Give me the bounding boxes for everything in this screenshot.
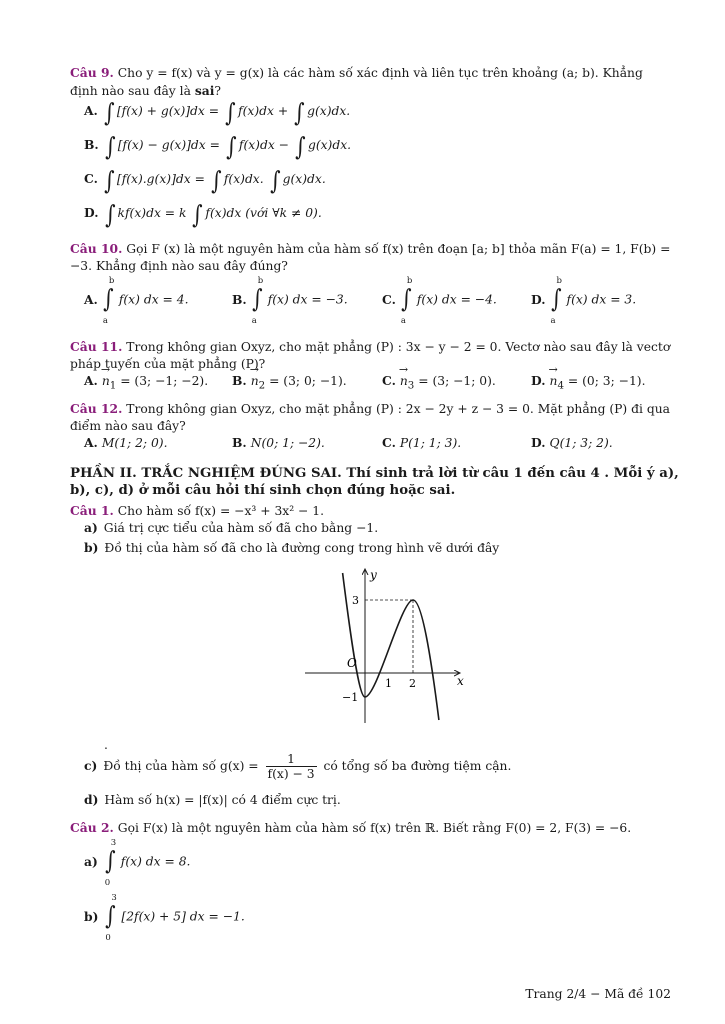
upper-limit: 3 [111,893,117,903]
q12-option-d [531,435,613,450]
q9-text: Cho y = f(x) và y = g(x) là các hàm số xác định và liên tục trên khoảng (a; b). Khẳng định nào sau đây là [70,66,643,98]
q10-label: Câu 10. [70,241,123,256]
vector-n: → n [400,374,408,388]
q11-stem [70,338,674,373]
q9-qmark: ? [214,84,221,98]
option-key: A. [84,103,98,118]
q12-label: Câu 12. [70,401,123,416]
option-mid: f(x)dx. [223,172,264,186]
q9-emph: sai [194,83,215,98]
option-expr: f(x) dx = 4. [118,292,189,307]
fraction-denominator: f(x) − 3 [267,767,315,781]
item-text: Đồ thị của hàm số g(x) = [103,759,259,773]
lower-limit: a [400,316,406,326]
graph-dot: . [104,738,108,752]
option-key: C. [382,435,396,450]
option-expr: f(x) dx = 3. [566,292,637,307]
q9-option-d [84,200,322,229]
tick-label-y3: 3 [352,594,359,607]
tick-label-ym1: −1 [342,691,359,704]
option-lhs: [f(x).g(x)]dx = [116,172,205,186]
option-key: B. [84,137,99,152]
q10-stem [70,240,674,275]
option-key: C. [382,291,396,307]
option-key: D. [531,291,546,307]
definite-integral-icon: b ∫ a [400,276,413,326]
q12-option-c [382,435,461,450]
definite-integral-icon: b ∫ a [251,276,264,326]
q11-option-a [84,373,208,391]
q10-text: Gọi F (x) là một nguyên hàm của hàm số f(x) trên đoạn [a; b] thỏa mãn F(a) = 1, F(b) = −3. Khẳng định nào sau đây đúng? [70,242,671,273]
q10-option-b [232,276,348,326]
q9-option-b [84,132,352,161]
lower-limit: a [251,316,257,326]
definite-integral-icon: b ∫ a [102,276,115,326]
p2q1-item-a [84,520,378,535]
upper-limit: 3 [110,838,117,848]
q10-option-c [382,276,497,326]
p2q2-label: Câu 2. [70,820,114,835]
q9-option-c [84,166,326,195]
p2q2-text: Gọi F(x) là một nguyên hàm của hàm số f(x) trên ℝ. Biết rằng F(0) = 2, F(3) = −6. [117,821,632,835]
lower-limit: 0 [105,933,111,943]
option-key: A. [84,435,98,450]
q12-option-b [232,435,325,450]
option-rhs: g(x)dx. [282,172,326,186]
option-key: C. [382,373,396,388]
option-expr: f(x) dx = −4. [416,292,497,307]
vector-index: 4 [557,379,564,392]
x-axis-label: x [457,674,464,688]
option-expr: f(x) dx = −3. [267,292,348,307]
item-text: Hàm số h(x) = |f(x)| có 4 điểm cực trị. [104,793,341,807]
option-value: M(1; 2; 0). [101,436,168,450]
item-key: b) [84,540,99,555]
tick-label-x2: 2 [409,677,416,690]
integral-icon: ∫ [294,98,305,127]
upper-limit: b [108,276,115,286]
fraction [266,752,317,781]
integral-icon: ∫ [295,132,306,161]
fraction-numerator: 1 [266,752,317,767]
option-lhs: [f(x) − g(x)]dx = [117,138,220,152]
item-text: có tổng số ba đường tiệm cận. [323,759,512,773]
definite-integral-icon: b ∫ a [550,276,562,326]
option-key: D. [531,373,546,388]
q12-text: Trong không gian Oxyz, cho mặt phẳng (P) : 2x − 2y + z − 3 = 0. Mặt phẳng (P) đi qua điểm nào sau đây? [70,402,670,433]
vector-index: 1 [109,379,117,392]
option-key: D. [531,435,546,450]
q10-option-a [84,276,189,326]
vector-n: → n [251,374,259,388]
option-value: = (0; 3; −1). [567,374,646,388]
definite-integral-icon: 3 ∫ 0 [104,838,117,888]
integral-icon: ∫ [226,132,237,161]
option-mid: f(x)dx (với ∀k ≠ 0). [205,206,322,220]
option-value: = (3; −1; −2). [120,374,209,388]
p2q1-item-b [84,540,499,555]
option-key: B. [232,373,247,388]
cubic-graph [295,563,475,728]
q11-text: Trong không gian Oxyz, cho mặt phẳng (P) : 3x − y − 2 = 0. Vectơ nào sau đây là vectơ pháp tuyến của mặt phẳng (P)? [70,340,671,371]
upper-limit: b [406,276,413,286]
p2q1-text: Cho hàm số f(x) = −x³ + 3x² − 1. [117,504,324,518]
option-key: B. [232,291,247,307]
vector-n: → n [550,374,558,388]
option-key: A. [84,373,98,388]
y-axis-label: y [370,568,377,582]
q12-stem [70,400,674,435]
option-value: = (3; −1; 0). [418,374,496,388]
option-rhs: g(x)dx. [307,104,351,118]
origin-label: O [347,656,357,670]
q11-option-d [531,373,646,391]
integral-icon: ∫ [104,132,116,161]
integral-icon: ∫ [104,98,115,127]
option-key: D. [84,205,99,220]
lower-limit: 0 [104,878,111,888]
option-key: C. [84,171,98,186]
upper-limit: b [556,276,562,286]
option-mid: f(x)dx − [238,138,289,152]
option-lhs: kf(x)dx = k [117,206,187,220]
vector-n: → n [102,374,110,388]
page-footer: Trang 2/4 − Mã đề 102 [525,987,671,1001]
option-value: N(0; 1; −2). [250,436,325,450]
option-rhs: g(x)dx. [307,138,352,152]
q11-option-c [382,373,496,391]
tick-label-x1: 1 [385,677,392,690]
p2q2-item-b [84,893,245,943]
q9-option-a [84,98,351,127]
vector-index: 3 [407,379,415,392]
p2q1-item-d [84,792,341,807]
integral-icon: ∫ [211,166,222,195]
q12-option-a [84,435,168,450]
option-value: = (3; 0; −1). [269,374,347,388]
integral-icon: ∫ [269,166,281,195]
item-text: Giá trị cực tiểu của hàm số đã cho bằng −1. [103,521,379,535]
lower-limit: a [550,316,556,326]
item-key: a) [84,520,98,535]
upper-limit: b [257,276,264,286]
option-lhs: [f(x) + g(x)]dx = [116,104,220,118]
q9-label: Câu 9. [70,65,114,80]
p2q1-label: Câu 1. [70,503,114,518]
option-mid: f(x)dx + [238,104,289,118]
part2-heading: PHẦN II. TRẮC NGHIỆM ĐÚNG SAI. Thí sinh trả lời từ câu 1 đến câu 4 . Mỗi ý a), b), c), d) ở mỗi câu hỏi thí sinh chọn đúng hoặc sai. [70,466,679,498]
vector-index: 2 [258,379,266,392]
q11-option-b [232,373,347,391]
p2q1-item-c [84,752,511,781]
item-text: f(x) dx = 8. [120,854,191,869]
option-value: P(1; 1; 3). [399,436,462,450]
item-key: b) [84,908,99,924]
q11-label: Câu 11. [70,339,123,354]
item-key: c) [84,758,98,773]
integral-icon: ∫ [104,200,116,229]
integral-icon: ∫ [192,200,204,229]
item-text: [2f(x) + 5] dx = −1. [121,909,245,924]
item-key: d) [84,792,99,807]
lower-limit: a [102,316,108,326]
p2q2-item-a [84,838,191,888]
p2q2-stem [70,819,674,837]
option-key: A. [84,291,98,307]
option-key: B. [232,435,247,450]
p2q1-stem [70,502,674,520]
q10-option-d [531,276,637,326]
q9-stem [70,64,674,100]
item-text: Đồ thị của hàm số đã cho là đường cong trong hình vẽ dưới đây [104,541,500,555]
integral-icon: ∫ [225,98,236,127]
integral-icon: ∫ [104,166,115,195]
item-key: a) [84,853,98,869]
option-value: Q(1; 3; 2). [549,436,613,450]
definite-integral-icon: 3 ∫ 0 [105,893,117,943]
